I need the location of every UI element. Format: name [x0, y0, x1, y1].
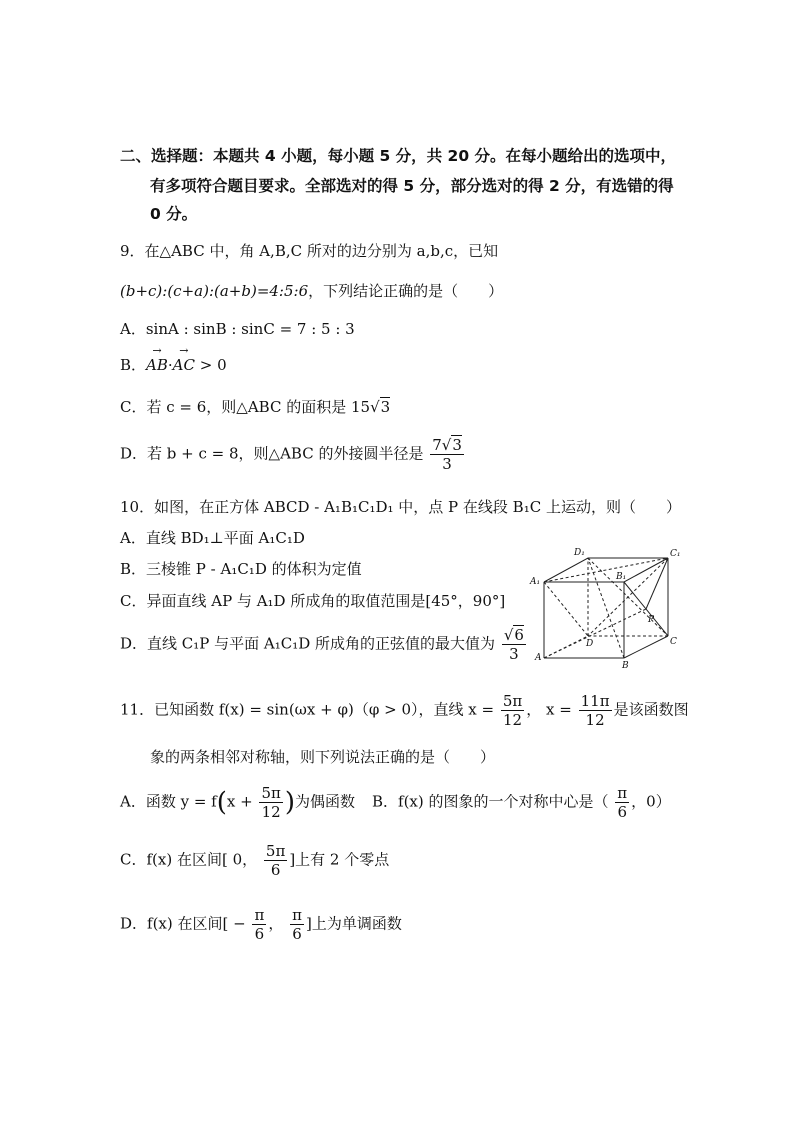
q11-option-a-fraction — [259, 784, 282, 821]
section-heading-line1: 二、选择题：本题共 4 小题，每小题 5 分，共 20 分。在每小题给出的选项中， — [120, 147, 677, 165]
q11-x2-denominator: 12 — [585, 711, 605, 729]
q11-option-c-suffix: ]上有 2 个零点 — [289, 850, 390, 869]
q11-option-c-denominator: 6 — [270, 861, 281, 879]
label-a1: A₁ — [530, 577, 541, 587]
q9-option-d — [120, 436, 466, 473]
q11-option-c — [120, 842, 389, 879]
q11-option-d-numerator-2: π — [292, 906, 302, 924]
q9-option-d-radicand: 3 — [452, 436, 462, 454]
cube-hidden-a1c1 — [544, 558, 668, 582]
q11-stem-part-b: ， x = — [526, 700, 572, 719]
q10-option-d-text: D．直线 C₁P 与平面 A₁C₁D 所成角的正弦值的最大值为 — [120, 634, 496, 653]
q9-stem-line1: 9．在△ABC 中，角 A,B,C 所对的边分别为 a,b,c，已知 — [120, 242, 499, 260]
q10-option-d — [120, 626, 528, 663]
q9-option-d-text: D．若 b + c = 8，则△ABC 的外接圆半径是 — [120, 444, 424, 463]
q9-option-d-denominator: 3 — [442, 455, 452, 473]
q11-option-d — [120, 906, 402, 943]
q9-option-d-fraction — [430, 436, 464, 473]
q11-option-d-denominator-2: 6 — [292, 925, 302, 943]
sqrt-icon: √ — [370, 398, 380, 416]
q11-option-b-suffix: ，0） — [631, 792, 671, 811]
q11-x1-fraction — [501, 692, 524, 729]
cube-edge-bc — [624, 636, 668, 658]
q11-x1-numerator: 5π — [502, 692, 523, 710]
q11-option-b-numerator: π — [617, 784, 628, 802]
label-d: D — [586, 639, 594, 649]
paren-left-icon: ( — [216, 787, 227, 818]
q11-option-b — [372, 784, 671, 821]
label-p: P — [648, 615, 655, 625]
label-d1: D₁ — [574, 548, 585, 558]
q11-option-d-suffix: ]上为单调函数 — [306, 914, 402, 933]
q11-option-a-denominator: 12 — [261, 803, 281, 821]
q9-option-a: A．sinA : sinB : sinC = 7 : 5 : 3 — [120, 320, 355, 338]
q11-stem-part-a: 11．已知函数 f(x) = sin(ωx + φ)（φ > 0），直线 x = — [120, 700, 495, 719]
q11-x2-fraction — [579, 692, 612, 729]
q11-option-d-separator: ， — [268, 914, 284, 933]
q9-stem-line2 — [120, 280, 503, 301]
q10-option-d-fraction — [502, 626, 526, 663]
sqrt-icon: √ — [503, 626, 514, 644]
q11-option-b-prefix: B．f(x) 的图象的一个对称中心是（ — [372, 792, 609, 811]
label-a: A — [535, 653, 542, 663]
paren-right-icon: ) — [284, 787, 296, 818]
q11-option-c-prefix: C．f(x) 在区间[ 0， — [120, 850, 258, 869]
sqrt-icon: √ — [441, 436, 452, 454]
q9-option-c-text: C．若 c = 6，则△ABC 的面积是 15 — [120, 398, 371, 416]
q9-option-c-radicand: 3 — [380, 398, 391, 416]
q11-x2-numerator: 11π — [580, 692, 610, 710]
cube-figure — [528, 546, 688, 670]
q11-option-c-numerator: 5π — [265, 842, 286, 860]
cube-hidden-a1d — [544, 582, 588, 636]
label-b1: B₁ — [616, 572, 627, 582]
q10-option-d-radicand: 6 — [514, 626, 524, 644]
q10-option-c: C．异面直线 AP 与 A₁D 所成角的取值范围是[45°，90°] — [120, 592, 506, 610]
q11-option-d-prefix: D．f(x) 在区间[ − — [120, 914, 246, 933]
q11-option-a-numerator: 5π — [261, 784, 281, 802]
section-heading-line3: 0 分。 — [150, 205, 198, 223]
q9-option-b-relation: > 0 — [194, 356, 227, 374]
label-c: C — [670, 637, 677, 647]
q11-option-c-fraction — [264, 842, 287, 879]
q10-option-a: A．直线 BD₁⊥平面 A₁C₁D — [120, 529, 305, 547]
q11-option-a-prefix: A．函数 y = f — [120, 792, 217, 811]
q11-option-d-numerator-1: π — [254, 906, 265, 924]
q11-option-d-fraction-1 — [252, 906, 266, 943]
q11-option-b-fraction — [615, 784, 629, 821]
q11-option-d-denominator-1: 6 — [254, 925, 265, 943]
dot-operator: · — [167, 356, 173, 374]
q11-x1-denominator: 12 — [503, 711, 523, 729]
q9-option-c — [120, 396, 390, 417]
q9-option-b — [120, 354, 227, 375]
q10-stem: 10．如图，在正方体 ABCD - A₁B₁C₁D₁ 中，点 P 在线段 B₁C 上运动，则（ ） — [120, 498, 681, 516]
q9-option-d-coef: 7 — [432, 436, 442, 454]
q11-option-b-denominator: 6 — [617, 803, 627, 821]
section-heading-line2: 有多项符合题目要求。全部选对的得 5 分，部分选对的得 2 分，有选错的得 — [150, 177, 674, 195]
q11-option-a-suffix: 为偶函数 — [295, 792, 356, 811]
cube-line-c1p — [646, 558, 668, 609]
q9-option-b-label: B． — [120, 356, 147, 374]
q9-stem-tail: ，下列结论正确的是（ ） — [308, 282, 504, 300]
q11-stem-line1 — [120, 692, 689, 729]
vector-ab: → AB — [146, 356, 168, 374]
q11-option-a — [120, 784, 355, 821]
label-b: B — [622, 661, 629, 670]
q10-option-b: B．三棱锥 P - A₁C₁D 的体积为定值 — [120, 560, 362, 578]
q9-ratio-expression: (b+c):(c+a):(a+b)=4:5:6 — [120, 282, 309, 300]
q11-stem-line2: 象的两条相邻对称轴，则下列说法正确的是（ ） — [150, 748, 496, 766]
vector-ac: → AC — [173, 356, 195, 374]
label-c1: C₁ — [670, 549, 681, 559]
q11-option-a-inner: x + — [226, 792, 253, 811]
q11-option-d-fraction-2 — [290, 906, 304, 943]
q10-option-d-denominator: 3 — [509, 645, 519, 663]
q11-stem-part-c: 是该函数图 — [613, 700, 689, 719]
cube-hidden-ap — [544, 609, 646, 658]
